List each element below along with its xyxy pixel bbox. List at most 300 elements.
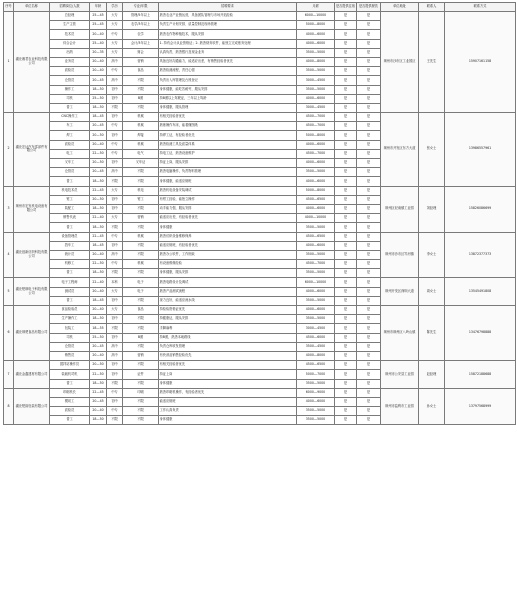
requirement-cell: 有钳工经验，能独立操作 xyxy=(159,195,297,204)
requirement-cell: 工作认真负责 xyxy=(159,407,297,416)
phone-cell: 13986557961 xyxy=(445,113,516,187)
requirement-cell: 身体健康 xyxy=(159,379,297,388)
major-cell: 不限 xyxy=(123,168,159,177)
post-cell: 印刷机长 xyxy=(50,388,90,397)
salary-cell: 4000—6000 xyxy=(297,306,335,315)
salary-cell: 4500—6500 xyxy=(297,361,335,370)
post-cell: 包装工 xyxy=(50,324,90,333)
company-name-cell: 湖北湘君农业科技有限公司 xyxy=(14,12,50,113)
education-cell: 高中 xyxy=(107,250,123,259)
address-cell: 荆州市公安县工业园 xyxy=(381,361,419,389)
age-cell: 18—50 xyxy=(90,416,107,425)
company-name-cell: 湖北宏达汽车零部件有限公司 xyxy=(14,113,50,187)
phone-cell: 13797568999 xyxy=(445,388,516,425)
dorm-cell: 是 xyxy=(335,131,357,140)
meal-cell: 是 xyxy=(357,48,381,57)
education-cell: 中专 xyxy=(107,140,123,149)
table-row xyxy=(4,186,516,195)
dorm-cell: 是 xyxy=(335,39,357,48)
age-cell: 20—50 xyxy=(90,361,107,370)
requirement-cell: 负责生产计划安排、质量控制及现场管理 xyxy=(159,21,297,30)
contact-cell: 陈先生 xyxy=(419,306,445,361)
salary-cell: 5000—8000 xyxy=(297,186,335,195)
major-cell: 不限 xyxy=(123,315,159,324)
company-name-cell: 湖北楚荆电子科技有限公司 xyxy=(14,278,50,306)
recruitment-sheet xyxy=(0,2,517,602)
age-cell: 20—40 xyxy=(90,306,107,315)
dorm-cell: 是 xyxy=(335,85,357,94)
major-cell: 电子 xyxy=(123,278,159,287)
major-cell: 不限 xyxy=(123,342,159,351)
education-cell: 初中 xyxy=(107,113,123,122)
age-cell: 22—45 xyxy=(90,232,107,241)
education-cell: 大专 xyxy=(107,12,123,21)
post-cell: 普工 xyxy=(50,269,90,278)
education-cell: 初中 xyxy=(107,361,123,370)
column-header: 联系方式 xyxy=(445,3,516,12)
major-cell: 不限 xyxy=(123,76,159,85)
major-cell: 不限 xyxy=(123,407,159,416)
phone-cell: 15826086699 xyxy=(445,186,516,232)
education-cell: 初中 xyxy=(107,241,123,250)
major-cell: 机械 xyxy=(123,260,159,269)
meal-cell: 是 xyxy=(357,223,381,232)
requirement-cell: 负责出入库管理及台账登记 xyxy=(159,76,297,85)
requirement-cell: 身体健康 xyxy=(159,223,297,232)
requirement-cell: 持证上岗，服从安排 xyxy=(159,159,297,168)
education-cell: 中专 xyxy=(107,232,123,241)
post-cell: 焊工 xyxy=(50,131,90,140)
major-cell: B照 xyxy=(123,94,159,103)
major-cell: 不限 xyxy=(123,269,159,278)
requirement-cell: 熟悉电路设计及调试 xyxy=(159,278,297,287)
meal-cell: 是 xyxy=(357,416,381,425)
major-cell: 不限 xyxy=(123,296,159,305)
address-cell: 荆州市沙市区岑河镇 xyxy=(381,232,419,278)
dorm-cell: 是 xyxy=(335,168,357,177)
column-header: 单位名称 xyxy=(14,3,50,12)
salary-cell: 4500—6000 xyxy=(297,333,335,342)
dorm-cell: 是 xyxy=(335,306,357,315)
education-cell: 中专 xyxy=(107,407,123,416)
column-header: 是否提供餐饮 xyxy=(357,3,381,12)
post-cell: 电子工程师 xyxy=(50,278,90,287)
age-cell: 22—40 xyxy=(90,278,107,287)
major-cell: 机械 xyxy=(123,113,159,122)
age-cell: 20—40 xyxy=(90,67,107,76)
age-cell: 22—50 xyxy=(90,370,107,379)
meal-cell: 是 xyxy=(357,397,381,406)
column-header: 年龄 xyxy=(90,3,107,12)
contact-cell: 赵经理 xyxy=(419,361,445,389)
salary-cell: 3500—5000 xyxy=(297,85,335,94)
education-cell: 不限 xyxy=(107,324,123,333)
salary-cell: 3500—5000 xyxy=(297,296,335,305)
education-cell: 初中 xyxy=(107,370,123,379)
salary-cell: 4000—8000 xyxy=(297,57,335,66)
dorm-cell: 是 xyxy=(335,30,357,39)
column-header: 招聘岗位/人数 xyxy=(50,3,90,12)
post-cell: 仓管员 xyxy=(50,168,90,177)
post-cell: 设备管理员 xyxy=(50,232,90,241)
dorm-cell: 是 xyxy=(335,57,357,66)
column-header: 月薪 xyxy=(297,3,335,12)
major-cell: 印刷 xyxy=(123,388,159,397)
requirement-cell: 熟悉产品测试流程 xyxy=(159,287,297,296)
salary-cell: 6000—9000 xyxy=(297,388,335,397)
requirement-cell: 动手能力强，服从安排 xyxy=(159,204,297,213)
education-cell: 高中 xyxy=(107,168,123,177)
post-cell: 仓管员 xyxy=(50,342,90,351)
dorm-cell: 是 xyxy=(335,204,357,213)
requirement-cell: 持B照以上驾驶证，三年以上驾龄 xyxy=(159,94,297,103)
meal-cell: 是 xyxy=(357,122,381,131)
post-cell: 销售员 xyxy=(50,351,90,360)
requirement-cell: 熟悉印刷机操作，有经验者优先 xyxy=(159,388,297,397)
major-cell: 焊接 xyxy=(123,131,159,140)
post-cell: 测试员 xyxy=(50,287,90,296)
phone-cell: 13872377373 xyxy=(445,232,516,278)
contact-cell: 孙女士 xyxy=(419,388,445,425)
post-cell: 业务员 xyxy=(50,57,90,66)
company-name-cell: 湖北金鑫建材有限公司 xyxy=(14,361,50,389)
age-cell: 22—50 xyxy=(90,260,107,269)
dorm-cell: 是 xyxy=(335,241,357,250)
age-cell: 18—55 xyxy=(90,324,107,333)
age-cell: 20—40 xyxy=(90,57,107,66)
age-cell: 22—45 xyxy=(90,388,107,397)
major-cell: 机械 xyxy=(123,232,159,241)
age-cell: 20—45 xyxy=(90,397,107,406)
salary-cell: 3500—4500 xyxy=(297,342,335,351)
dorm-cell: 是 xyxy=(335,149,357,158)
education-cell: 高中 xyxy=(107,351,123,360)
meal-cell: 是 xyxy=(357,269,381,278)
dorm-cell: 是 xyxy=(335,214,357,223)
dorm-cell: 是 xyxy=(335,370,357,379)
requirement-cell: 熟悉农作物种植技术，服从安排 xyxy=(159,30,297,39)
major-cell: 食品 xyxy=(123,306,159,315)
salary-cell: 4000—8000 xyxy=(297,351,335,360)
phone-cell: 13476798888 xyxy=(445,306,516,361)
dorm-cell: 是 xyxy=(335,113,357,122)
salary-cell: 3500—5000 xyxy=(297,67,335,76)
major-cell: 食品 xyxy=(123,67,159,76)
age-cell: 25—40 xyxy=(90,39,107,48)
requirement-cell: 持检验资格证优先 xyxy=(159,306,297,315)
requirement-cell: 熟悉检测流程，责任心强 xyxy=(159,67,297,76)
requirement-cell: 熟悉检测工具及质量体系 xyxy=(159,140,297,149)
dorm-cell: 是 xyxy=(335,48,357,57)
column-header: 联系人 xyxy=(419,3,445,12)
table-row xyxy=(4,278,516,287)
meal-cell: 是 xyxy=(357,94,381,103)
table-row xyxy=(4,113,516,122)
age-cell: 20—50 xyxy=(90,195,107,204)
column-header: 序号 xyxy=(4,3,14,12)
meal-cell: 是 xyxy=(357,140,381,149)
meal-cell: 是 xyxy=(357,214,381,223)
salary-cell: 4000—6000 xyxy=(297,159,335,168)
dorm-cell: 是 xyxy=(335,407,357,416)
education-cell: 不限 xyxy=(107,177,123,186)
age-cell: 20—40 xyxy=(90,351,107,360)
education-cell: 初中 xyxy=(107,85,123,94)
dorm-cell: 是 xyxy=(335,21,357,30)
salary-cell: 6000—10000 xyxy=(297,12,335,21)
post-cell: 普工 xyxy=(50,416,90,425)
education-cell: 初中 xyxy=(107,195,123,204)
age-cell: 18—50 xyxy=(90,223,107,232)
dorm-cell: 是 xyxy=(335,76,357,85)
requirement-cell: 具备良好沟通能力，能适应出差，有销售经验者优先 xyxy=(159,57,297,66)
post-cell: 操作工 xyxy=(50,85,90,94)
requirement-cell: 视力良好，能适应流水线 xyxy=(159,296,297,305)
post-cell: 普工 xyxy=(50,296,90,305)
requirement-cell: 身体健康，服从安排 xyxy=(159,269,297,278)
salary-cell: 4000—6000 xyxy=(297,30,335,39)
major-cell: 营销 xyxy=(123,214,159,223)
major-cell: 营销 xyxy=(123,57,159,66)
major-cell: 会计/3年以上 xyxy=(123,39,159,48)
salary-cell: 3500—5000 xyxy=(297,416,335,425)
sequence-cell: 3 xyxy=(4,186,14,232)
requirement-cell: 熟悉机电设备安装调试 xyxy=(159,186,297,195)
salary-cell: 5000—7000 xyxy=(297,370,335,379)
contact-cell: 周女士 xyxy=(419,278,445,306)
requirement-cell: 熟悉电脑操作，负责物料管理 xyxy=(159,168,297,177)
age-cell: 25—45 xyxy=(90,12,107,21)
company-name-cell: 湖北创新纺织科技有限公司 xyxy=(14,232,50,278)
education-cell: 初中 xyxy=(107,397,123,406)
meal-cell: 是 xyxy=(357,241,381,250)
dorm-cell: 是 xyxy=(335,12,357,21)
major-cell: 钳工 xyxy=(123,195,159,204)
contact-cell: 刘经理 xyxy=(419,186,445,232)
address-cell: 荆州市荆州区八岭山镇 xyxy=(381,306,419,361)
age-cell: 20—40 xyxy=(90,250,107,259)
age-cell: 25—45 xyxy=(90,21,107,30)
requirement-cell: 持焊工证，有经验者优先 xyxy=(159,131,297,140)
meal-cell: 是 xyxy=(357,260,381,269)
meal-cell: 是 xyxy=(357,21,381,30)
major-cell: 证件 xyxy=(123,370,159,379)
address-cell: 荆州市监利市工业园 xyxy=(381,388,419,425)
meal-cell: 是 xyxy=(357,76,381,85)
post-cell: 搅拌站操作员 xyxy=(50,361,90,370)
sequence-cell: 6 xyxy=(4,306,14,361)
meal-cell: 是 xyxy=(357,278,381,287)
column-header: 单位地址 xyxy=(381,3,419,12)
age-cell: 18—45 xyxy=(90,113,107,122)
sequence-cell: 4 xyxy=(4,232,14,278)
meal-cell: 是 xyxy=(357,12,381,21)
salary-cell: 3000—4500 xyxy=(297,324,335,333)
salary-cell: 4000—6000 xyxy=(297,94,335,103)
salary-cell: 4000—6000 xyxy=(297,241,335,250)
salary-cell: 6000—10000 xyxy=(297,278,335,287)
post-cell: 生产主管 xyxy=(50,21,90,30)
dorm-cell: 是 xyxy=(335,278,357,287)
education-cell: 中专 xyxy=(107,388,123,397)
major-cell: 财会 xyxy=(123,48,159,57)
education-cell: 大专 xyxy=(107,214,123,223)
meal-cell: 是 xyxy=(357,168,381,177)
salary-cell: 5000—8000 xyxy=(297,131,335,140)
education-cell: 初中 xyxy=(107,315,123,324)
major-cell: 叉车证 xyxy=(123,159,159,168)
dorm-cell: 是 xyxy=(335,94,357,103)
column-header: 专业/年限 xyxy=(123,3,159,12)
requirement-cell: 持B照，熟悉本地路线 xyxy=(159,333,297,342)
age-cell: 20—50 xyxy=(90,131,107,140)
post-cell: 出纳 xyxy=(50,48,90,57)
salary-cell: 4500—7000 xyxy=(297,122,335,131)
salary-cell: 4000—6000 xyxy=(297,39,335,48)
meal-cell: 是 xyxy=(357,370,381,379)
dorm-cell: 是 xyxy=(335,269,357,278)
post-cell: 机修工 xyxy=(50,260,90,269)
dorm-cell: 是 xyxy=(335,416,357,425)
meal-cell: 是 xyxy=(357,315,381,324)
meal-cell: 是 xyxy=(357,131,381,140)
requirement-cell: 熟悉农业产业链运营，具备团队管理与市场开拓经验 xyxy=(159,12,297,21)
requirement-cell: 能适应倒班 xyxy=(159,397,297,406)
post-cell: 销售代表 xyxy=(50,214,90,223)
contact-cell: 王先生 xyxy=(419,12,445,113)
meal-cell: 是 xyxy=(357,324,381,333)
post-cell: 质检员 xyxy=(50,140,90,149)
company-name-cell: 荆州市宏发机电设备有限公司 xyxy=(14,186,50,232)
company-name-cell: 湖北荆楚食品有限公司 xyxy=(14,306,50,361)
requirement-cell: 有相关经验者优先 xyxy=(159,113,297,122)
education-cell: 中专 xyxy=(107,122,123,131)
requirement-cell: 1. 持有会计从业资格证；2. 熟悉财务软件，能独立完成账务处理 xyxy=(159,39,297,48)
column-header: 是否提供住宿 xyxy=(335,3,357,12)
dorm-cell: 是 xyxy=(335,186,357,195)
sequence-cell: 7 xyxy=(4,361,14,389)
post-cell: 质检员 xyxy=(50,67,90,76)
age-cell: 18—50 xyxy=(90,315,107,324)
education-cell: 初中 xyxy=(107,131,123,140)
age-cell: 20—45 xyxy=(90,342,107,351)
major-cell: 农学/3年以上 xyxy=(123,21,159,30)
major-cell: 不限 xyxy=(123,204,159,213)
dorm-cell: 是 xyxy=(335,260,357,269)
post-cell: 生产操作工 xyxy=(50,315,90,324)
table-row xyxy=(4,361,516,370)
age-cell: 20—40 xyxy=(90,30,107,39)
age-cell: 25—50 xyxy=(90,333,107,342)
education-cell: 初中 xyxy=(107,296,123,305)
post-cell: 技术员 xyxy=(50,30,90,39)
requirement-cell: 身体健康，服从管理 xyxy=(159,103,297,112)
sequence-cell: 1 xyxy=(4,12,14,113)
requirement-cell: 持电工证，熟悉设备维护 xyxy=(159,149,297,158)
dorm-cell: 是 xyxy=(335,250,357,259)
major-cell: 不限 xyxy=(123,177,159,186)
education-cell: 本科 xyxy=(107,278,123,287)
post-cell: 总经理 xyxy=(50,12,90,21)
dorm-cell: 是 xyxy=(335,159,357,168)
education-cell: 中专 xyxy=(107,30,123,39)
salary-cell: 3500—5000 xyxy=(297,407,335,416)
major-cell: 不限 xyxy=(123,250,159,259)
meal-cell: 是 xyxy=(357,306,381,315)
column-header: 学历 xyxy=(107,3,123,12)
dorm-cell: 是 xyxy=(335,324,357,333)
table-row xyxy=(4,12,516,21)
major-cell: 不限 xyxy=(123,85,159,94)
education-cell: 不限 xyxy=(107,269,123,278)
salary-cell: 4000—6000 xyxy=(297,287,335,296)
contact-cell: 张女士 xyxy=(419,113,445,187)
requirement-cell: 手脚麻利 xyxy=(159,324,297,333)
salary-cell: 4500—7000 xyxy=(297,149,335,158)
education-cell: 初中 xyxy=(107,204,123,213)
dorm-cell: 是 xyxy=(335,122,357,131)
post-cell: 机电技术员 xyxy=(50,186,90,195)
address-cell: 荆州区纪南镇工业园 xyxy=(381,186,419,232)
major-cell: 不限 xyxy=(123,223,159,232)
major-cell: 不限 xyxy=(123,397,159,406)
meal-cell: 是 xyxy=(357,57,381,66)
meal-cell: 是 xyxy=(357,159,381,168)
post-cell: 装配工 xyxy=(50,204,90,213)
table-row xyxy=(4,232,516,241)
post-cell: 仓管员 xyxy=(50,76,90,85)
age-cell: 20—45 xyxy=(90,168,107,177)
requirement-cell: 持健康证，服从安排 xyxy=(159,315,297,324)
column-header: 招聘要求 xyxy=(159,3,297,12)
meal-cell: 是 xyxy=(357,85,381,94)
dorm-cell: 是 xyxy=(335,223,357,232)
meal-cell: 是 xyxy=(357,113,381,122)
age-cell: 22—40 xyxy=(90,214,107,223)
sequence-cell: 8 xyxy=(4,388,14,425)
post-cell: 普工 xyxy=(50,379,90,388)
education-cell: 大专 xyxy=(107,39,123,48)
salary-cell: 3500—5000 xyxy=(297,168,335,177)
header-row xyxy=(4,3,516,12)
salary-cell: 3500—5000 xyxy=(297,315,335,324)
requirement-cell: 有快消品销售经验优先 xyxy=(159,351,297,360)
post-cell: 钳工 xyxy=(50,195,90,204)
age-cell: 22—45 xyxy=(90,186,107,195)
education-cell: 高中 xyxy=(107,342,123,351)
age-cell: 18—45 xyxy=(90,296,107,305)
meal-cell: 是 xyxy=(357,232,381,241)
education-cell: 中专 xyxy=(107,67,123,76)
requirement-cell: 持证上岗 xyxy=(159,370,297,379)
dorm-cell: 是 xyxy=(335,388,357,397)
sequence-cell: 2 xyxy=(4,113,14,187)
phone-cell: 13545491808 xyxy=(445,278,516,306)
meal-cell: 是 xyxy=(357,388,381,397)
contact-cell: 李女士 xyxy=(419,232,445,278)
major-cell: 管理/5年以上 xyxy=(123,12,159,21)
age-cell: 22—50 xyxy=(90,149,107,158)
requirement-cell: 能适应出差，有经验者优先 xyxy=(159,214,297,223)
age-cell: 20—40 xyxy=(90,407,107,416)
major-cell: 不限 xyxy=(123,324,159,333)
education-cell: 高中 xyxy=(107,57,123,66)
salary-cell: 4000—6000 xyxy=(297,397,335,406)
requirement-cell: 有相关经验者优先 xyxy=(159,361,297,370)
education-cell: 大专 xyxy=(107,48,123,57)
meal-cell: 是 xyxy=(357,287,381,296)
salary-cell: 3500—5000 xyxy=(297,223,335,232)
